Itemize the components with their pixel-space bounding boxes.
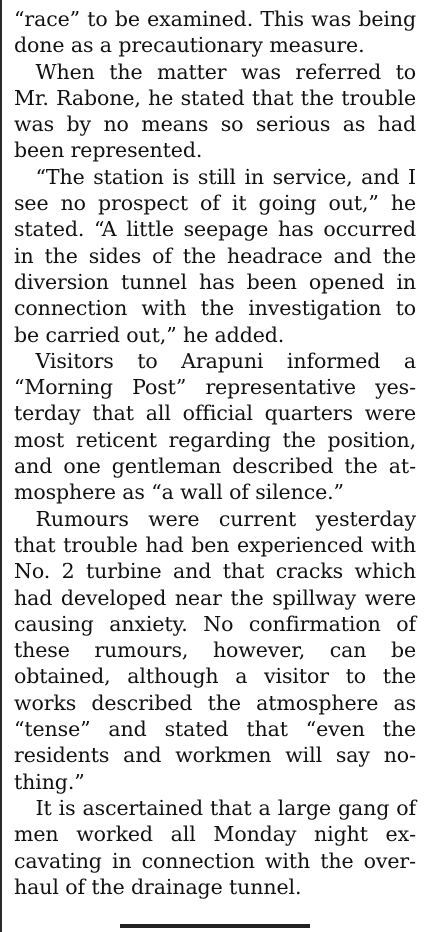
- paragraph-continued-race: “race” to be examined. This was being done as a precautionary measure.: [14, 7, 416, 58]
- paragraph-visitors-to-arapuni: Visitors to Arapuni informed a “Morning Post” representative yesterday that all official quarters were most reticent regarding the position, and one gentleman described the atmosphere as “a wall of silence.”: [14, 348, 416, 505]
- paragraph-station-in-service-quote: “The station is still in service, and I see no prospect of it going out,” he stated. “A little seepage has occurred in the sides of the headrace and the diversion tunnel has been opened in connection with the investigation to be carried out,” he added.: [14, 164, 416, 347]
- paragraph-rabone-statement: When the matter was referred to Mr. Rabone, he stated that the trouble was by no means so serious as had been represented.: [14, 59, 416, 163]
- article-end-rule: [120, 924, 310, 928]
- paragraph-drainage-tunnel: It is ascertained that a large gang of men worked all Monday night excavating in connection with the overhaul of the drainage tunnel.: [14, 795, 416, 899]
- paragraph-rumours-turbine: Rumours were current yesterday that trouble had ben experienced with No. 2 turbine and that cracks which had developed near the spillway were causing anxiety. No confirmation of these rumours, however, can be obtained, although a visitor to the works described the atmosphere as “tense” and stated that “even the residents and workmen will say nothing.”: [14, 506, 416, 794]
